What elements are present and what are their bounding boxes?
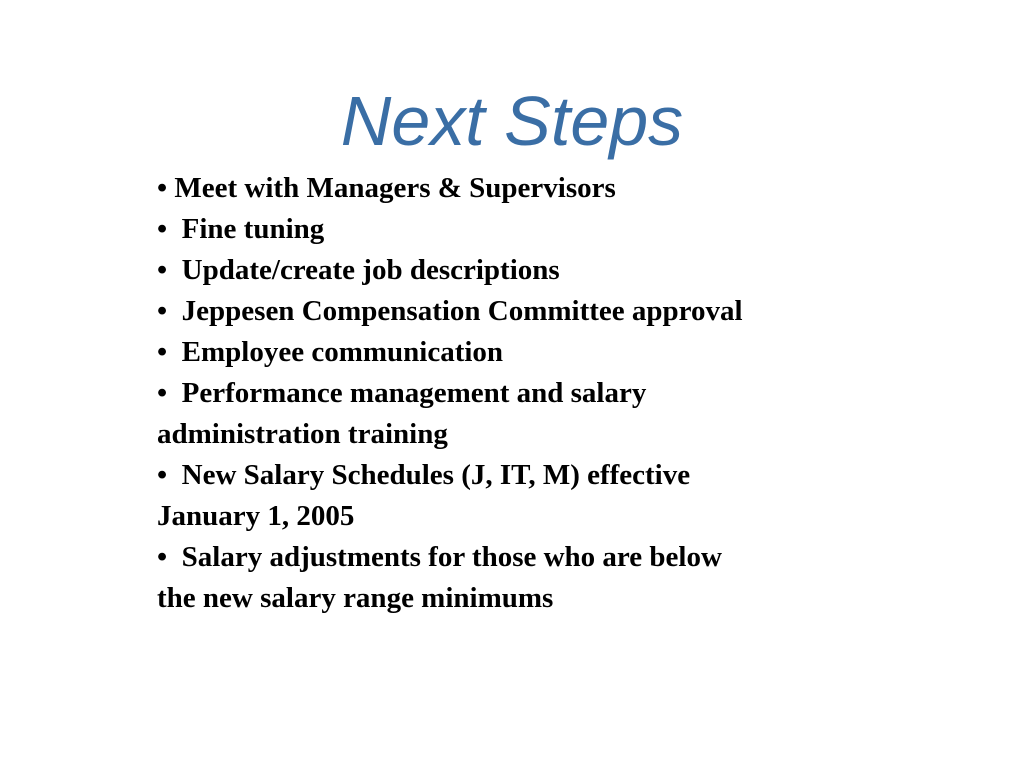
bullet-item: • Employee communication (157, 336, 504, 368)
bullet-item: • Performance management and salary administration training (157, 377, 647, 450)
bullet-item: • Meet with Managers & Supervisors (157, 172, 616, 204)
slide-title: Next Steps (340, 82, 684, 160)
bullet-item: • Salary adjustments for those who are below the new salary range minimums (157, 541, 722, 614)
bullet-item: • Fine tuning (157, 213, 325, 245)
bullet-list (157, 168, 857, 619)
bullet-item: • Jeppesen Compensation Committee approval (157, 295, 743, 327)
bullet-item: • Update/create job descriptions (157, 254, 560, 286)
bullet-item: • New Salary Schedules (J, IT, M) effective January 1, 2005 (157, 459, 691, 532)
